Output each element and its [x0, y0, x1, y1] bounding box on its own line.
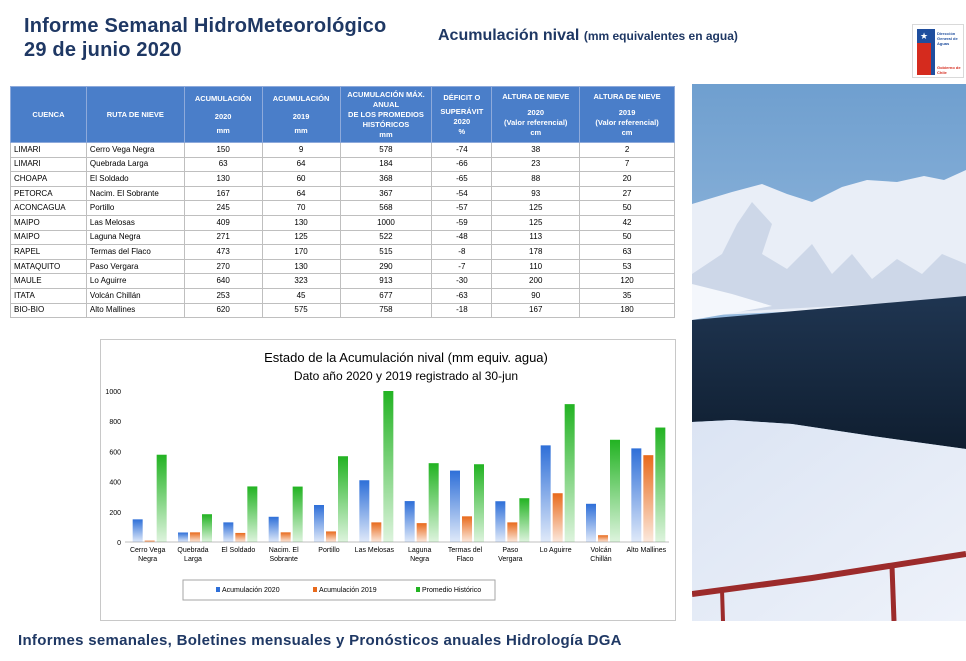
photo-svg [692, 84, 966, 621]
cell-alt2019: 2 [580, 143, 675, 158]
chart-subtitle: Dato año 2020 y 2019 registrado al 30-jun [293, 369, 519, 383]
cell-alt2019: 35 [580, 288, 675, 303]
cell-alt2019: 7 [580, 157, 675, 172]
cell-max: 578 [340, 143, 432, 158]
acum2020-unit: mm [216, 125, 230, 135]
x-tick-label: Chillán [590, 556, 612, 563]
table-row [11, 172, 675, 187]
y-tick-label: 200 [109, 509, 121, 517]
cell-cuenca: CHOAPA [11, 172, 87, 187]
bar-acumulaci-n-2020 [541, 445, 551, 542]
bar-promedio-hist-rico [610, 440, 620, 542]
bar-promedio-hist-rico [157, 455, 167, 542]
cell-alt2020: 113 [492, 230, 580, 245]
x-tick-label: Laguna [407, 547, 432, 554]
cell-ruta: Nacim. El Sobrante [86, 186, 184, 201]
cell-acum2020: 640 [184, 274, 262, 289]
x-tick-label: Quebrada [177, 547, 209, 554]
max-line3: DE LOS PROMEDIOS [348, 109, 424, 119]
bar-promedio-hist-rico [565, 404, 575, 542]
col-header-alt2020 [492, 87, 580, 143]
cell-deficit: -54 [432, 186, 492, 201]
max-line2: ANUAL [372, 99, 400, 109]
cell-deficit: -65 [432, 172, 492, 187]
footer-text: Informes semanales, Boletines mensuales y Pronósticos anuales Hidrología DGA [18, 632, 622, 649]
legend-label: Acumulación 2019 [319, 587, 377, 594]
bar-acumulaci-n-2019 [417, 523, 427, 542]
bar-promedio-hist-rico [519, 498, 529, 542]
cell-alt2019: 120 [580, 274, 675, 289]
cell-acum2019: 9 [262, 143, 340, 158]
cell-alt2020: 178 [492, 245, 580, 260]
bar-acumulaci-n-2019 [326, 531, 336, 542]
cell-ruta: Lo Aguirre [86, 274, 184, 289]
cell-cuenca: BIO-BIO [11, 303, 87, 318]
alt2020-unit: cm [530, 127, 542, 137]
cell-ruta: Volcán Chillán [86, 288, 184, 303]
cell-ruta: Paso Vergara [86, 259, 184, 274]
cell-alt2019: 53 [580, 259, 675, 274]
cell-acum2019: 575 [262, 303, 340, 318]
def-line3: 2020 [453, 116, 471, 126]
y-tick-label: 1000 [105, 389, 121, 396]
cell-acum2020: 270 [184, 259, 262, 274]
cell-cuenca: LIMARI [11, 143, 87, 158]
cell-deficit: -30 [432, 274, 492, 289]
acum2020-year: 2020 [214, 111, 232, 121]
cell-acum2019: 45 [262, 288, 340, 303]
bar-acumulaci-n-2020 [405, 501, 415, 542]
cell-deficit: -8 [432, 245, 492, 260]
cell-acum2020: 150 [184, 143, 262, 158]
col-header-alt2019 [580, 87, 675, 143]
col-header-deficit [432, 87, 492, 143]
x-tick-label: Portillo [318, 547, 340, 554]
cell-alt2019: 180 [580, 303, 675, 318]
cell-max: 758 [340, 303, 432, 318]
col-header-max [340, 87, 432, 143]
table-row [11, 157, 675, 172]
acum2019-unit: mm [294, 125, 308, 135]
bar-acumulaci-n-2020 [495, 501, 505, 542]
cell-ruta: Las Melosas [86, 215, 184, 230]
bar-promedio-hist-rico [429, 463, 439, 542]
star-icon: ★ [919, 31, 929, 41]
cell-acum2019: 60 [262, 172, 340, 187]
bar-acumulaci-n-2019 [462, 516, 472, 542]
cell-ruta: Portillo [86, 201, 184, 216]
cell-max: 184 [340, 157, 432, 172]
bar-acumulaci-n-2019 [598, 535, 608, 542]
cell-alt2020: 110 [492, 259, 580, 274]
bar-acumulaci-n-2019 [145, 541, 155, 542]
cell-alt2020: 167 [492, 303, 580, 318]
acum2019-label: ACUMULACIÓN [272, 93, 330, 103]
cell-cuenca: PETORCA [11, 186, 87, 201]
table-body [11, 143, 675, 318]
cell-deficit: -7 [432, 259, 492, 274]
x-tick-label: Negra [410, 556, 430, 563]
cell-alt2020: 93 [492, 186, 580, 201]
cell-acum2020: 271 [184, 230, 262, 245]
table-row [11, 288, 675, 303]
logo-flag-red [917, 43, 931, 75]
alt2019-label: ALTURA DE NIEVE [593, 91, 661, 101]
cell-alt2020: 200 [492, 274, 580, 289]
cell-cuenca: ACONCAGUA [11, 201, 87, 216]
cell-alt2019: 50 [580, 230, 675, 245]
bar-promedio-hist-rico [383, 391, 393, 542]
cell-cuenca: RAPEL [11, 245, 87, 260]
cell-acum2019: 130 [262, 259, 340, 274]
acum2020-label: ACUMULACIÓN [194, 93, 252, 103]
alt2020-label: ALTURA DE NIEVE [502, 91, 570, 101]
legend-swatch [313, 587, 317, 592]
bar-acumulaci-n-2019 [190, 532, 200, 542]
alt2020-ref: (Valor referencial) [504, 117, 568, 127]
bar-promedio-hist-rico [293, 487, 303, 542]
table-row [11, 245, 675, 260]
x-tick-label: Alto Mallines [626, 547, 667, 554]
cell-alt2019: 42 [580, 215, 675, 230]
cell-alt2019: 63 [580, 245, 675, 260]
chart-bars [133, 391, 666, 542]
cell-acum2019: 70 [262, 201, 340, 216]
chart-legend [183, 580, 495, 600]
bar-promedio-hist-rico [338, 456, 348, 542]
col-header-ruta: RUTA DE NIEVE [86, 87, 184, 143]
bar-acumulaci-n-2020 [450, 471, 460, 542]
bar-acumulaci-n-2020 [586, 504, 596, 542]
logo-text-gobierno: Gobierno de Chile [937, 65, 961, 75]
table-row [11, 259, 675, 274]
cell-alt2020: 23 [492, 157, 580, 172]
cell-deficit: -63 [432, 288, 492, 303]
cell-max: 522 [340, 230, 432, 245]
cell-acum2019: 170 [262, 245, 340, 260]
bar-acumulaci-n-2020 [359, 480, 369, 542]
legend-label: Acumulación 2020 [222, 587, 280, 594]
col-header-acum2020 [184, 87, 262, 143]
cell-acum2019: 64 [262, 157, 340, 172]
bar-acumulaci-n-2020 [178, 532, 188, 542]
alt2019-unit: cm [621, 127, 633, 137]
bar-acumulaci-n-2020 [269, 517, 279, 542]
subtitle-unit: (mm equivalentes en agua) [583, 29, 738, 43]
cell-acum2020: 130 [184, 172, 262, 187]
bar-acumulaci-n-2019 [371, 522, 381, 542]
snow-accumulation-table [10, 86, 675, 318]
cell-acum2019: 130 [262, 215, 340, 230]
cell-deficit: -18 [432, 303, 492, 318]
col-header-cuenca: CUENCA [11, 87, 87, 143]
cell-acum2020: 167 [184, 186, 262, 201]
cell-ruta: El Soldado [86, 172, 184, 187]
cell-max: 515 [340, 245, 432, 260]
cell-acum2020: 620 [184, 303, 262, 318]
legend-label: Promedio Histórico [422, 587, 482, 594]
def-line1: DÉFICIT O [443, 92, 481, 102]
bar-acumulaci-n-2019 [643, 455, 653, 542]
x-tick-label: Larga [184, 556, 202, 563]
logo-stripe [931, 29, 935, 75]
alt2020-year: 2020 [527, 107, 545, 117]
cell-ruta: Termas del Flaco [86, 245, 184, 260]
bar-promedio-hist-rico [202, 514, 212, 542]
cell-ruta: Cerro Vega Negra [86, 143, 184, 158]
x-tick-label: Flaco [456, 556, 474, 563]
logo-text-dga: Dirección General de Aguas [937, 31, 958, 46]
bar-acumulaci-n-2020 [314, 505, 324, 542]
snow-chart [100, 339, 676, 621]
cell-max: 368 [340, 172, 432, 187]
cell-deficit: -59 [432, 215, 492, 230]
bar-acumulaci-n-2019 [553, 493, 563, 542]
legend-swatch [416, 587, 420, 592]
dga-logo [912, 24, 964, 78]
cell-acum2020: 253 [184, 288, 262, 303]
table-row [11, 201, 675, 216]
cell-cuenca: ITATA [11, 288, 87, 303]
table-row [11, 186, 675, 201]
legend-swatch [216, 587, 220, 592]
table-row [11, 215, 675, 230]
alt2019-year: 2019 [618, 107, 636, 117]
cell-acum2020: 409 [184, 215, 262, 230]
bar-acumulaci-n-2019 [281, 532, 291, 542]
table-row [11, 230, 675, 245]
report-title [24, 14, 386, 62]
acum2019-year: 2019 [292, 111, 310, 121]
cell-deficit: -57 [432, 201, 492, 216]
def-line2: SUPERÁVIT [440, 106, 484, 116]
cell-alt2020: 125 [492, 201, 580, 216]
cell-acum2020: 63 [184, 157, 262, 172]
max-unit: mm [379, 129, 393, 139]
cell-deficit: -66 [432, 157, 492, 172]
y-tick-label: 400 [109, 479, 121, 487]
cell-ruta: Laguna Negra [86, 230, 184, 245]
table-row [11, 274, 675, 289]
report-title-line1: Informe Semanal HidroMeteorológico [24, 15, 387, 37]
cell-acum2019: 64 [262, 186, 340, 201]
col-header-acum2019 [262, 87, 340, 143]
x-tick-label: Lo Aguirre [539, 547, 572, 554]
cell-acum2019: 125 [262, 230, 340, 245]
chart-x-labels [130, 547, 667, 563]
y-tick-label: 800 [109, 419, 121, 427]
cell-deficit: -74 [432, 143, 492, 158]
x-tick-label: Paso [502, 547, 519, 554]
x-tick-label: Cerro Vega [129, 547, 166, 554]
bar-acumulaci-n-2019 [507, 522, 517, 542]
cell-cuenca: MAIPO [11, 230, 87, 245]
cell-acum2019: 323 [262, 274, 340, 289]
cell-ruta: Alto Mallines [86, 303, 184, 318]
table-row [11, 143, 675, 158]
cell-alt2020: 125 [492, 215, 580, 230]
x-tick-label: Volcán [590, 547, 612, 554]
max-line1: ACUMULACIÓN MÁX. [347, 89, 425, 99]
cell-cuenca: MATAQUITO [11, 259, 87, 274]
snow-chart-svg [101, 340, 677, 622]
bar-acumulaci-n-2020 [631, 448, 641, 542]
cell-ruta: Quebrada Larga [86, 157, 184, 172]
cell-max: 290 [340, 259, 432, 274]
cell-acum2020: 473 [184, 245, 262, 260]
x-tick-label: El Soldado [221, 547, 256, 554]
cell-max: 367 [340, 186, 432, 201]
cell-alt2020: 88 [492, 172, 580, 187]
x-tick-label: Las Melosas [354, 547, 394, 554]
bar-promedio-hist-rico [474, 464, 484, 542]
x-tick-label: Sobrante [269, 556, 298, 563]
cell-cuenca: MAIPO [11, 215, 87, 230]
subtitle-main: Acumulación nival [438, 27, 580, 44]
bar-acumulaci-n-2020 [133, 519, 143, 542]
x-tick-label: Nacim. El [268, 547, 299, 554]
cell-max: 568 [340, 201, 432, 216]
alt2019-ref: (Valor referencial) [595, 117, 659, 127]
cell-max: 677 [340, 288, 432, 303]
cell-cuenca: MAULE [11, 274, 87, 289]
snow-landscape-photo [692, 84, 966, 621]
cell-deficit: -48 [432, 230, 492, 245]
def-unit: % [458, 126, 466, 136]
x-tick-label: Vergara [498, 556, 523, 563]
x-tick-label: Negra [138, 556, 158, 563]
x-tick-label: Termas del [447, 547, 483, 554]
cell-alt2019: 50 [580, 201, 675, 216]
cell-alt2020: 90 [492, 288, 580, 303]
report-date: 29 de junio 2020 [24, 39, 182, 61]
chart-title: Estado de la Acumulación nival (mm equiv. agua) [264, 350, 548, 365]
cell-max: 913 [340, 274, 432, 289]
bar-acumulaci-n-2020 [223, 522, 233, 542]
bar-acumulaci-n-2019 [235, 533, 245, 542]
cell-alt2019: 27 [580, 186, 675, 201]
cell-cuenca: LIMARI [11, 157, 87, 172]
section-subtitle [438, 27, 738, 45]
table-row [11, 303, 675, 318]
y-tick-label: 600 [109, 449, 121, 457]
max-line4: HISTÓRICOS [362, 119, 410, 129]
bar-promedio-hist-rico [247, 486, 257, 542]
y-tick-label: 0 [117, 540, 121, 547]
cell-acum2020: 245 [184, 201, 262, 216]
cell-max: 1000 [340, 215, 432, 230]
bar-promedio-hist-rico [655, 428, 665, 542]
cell-alt2020: 38 [492, 143, 580, 158]
cell-alt2019: 20 [580, 172, 675, 187]
